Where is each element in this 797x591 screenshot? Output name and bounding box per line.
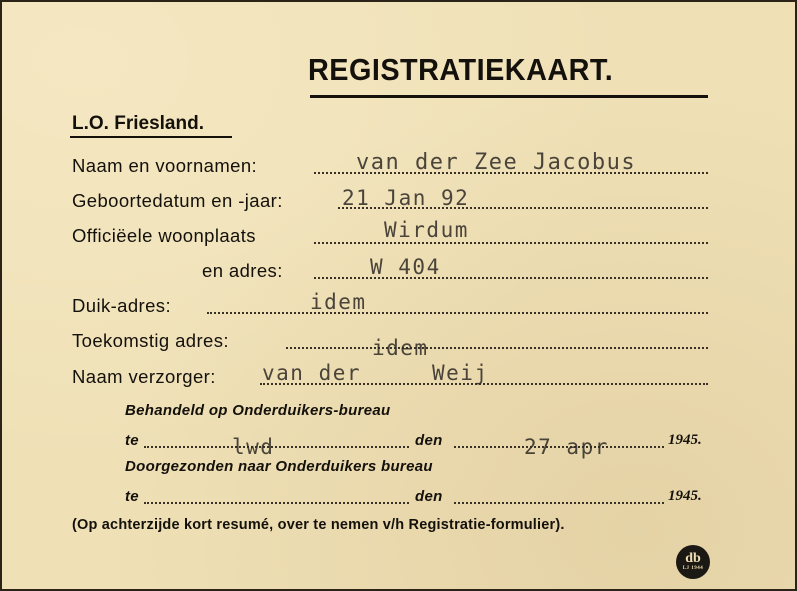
printer-logo-subtext: LJ 1944 (682, 566, 704, 571)
address-label: en adres: (202, 260, 283, 281)
name-label: Naam en voornamen: (72, 155, 258, 176)
forwarded-to-bureau-label: Doorgezonden naar Onderduikers bureau (125, 458, 433, 475)
forwarded-date-dotted-line (454, 502, 664, 504)
future-address-value: idem (372, 336, 429, 360)
caretaker-label: Naam verzorger: (72, 366, 216, 387)
forwarded-year: 1945. (668, 488, 702, 504)
treated-place-value: lwd (232, 435, 275, 459)
name-value: van der Zee Jacobus (356, 150, 637, 175)
title-underline (310, 95, 708, 98)
residence-dotted-line (314, 242, 708, 244)
organization-label: L.O. Friesland. (72, 113, 204, 134)
future-address-dotted-line (286, 347, 708, 349)
birthdate-value: 21 Jan 92 (342, 186, 470, 210)
printer-logo-text: db (685, 551, 701, 566)
hiding-address-value: idem (310, 290, 367, 314)
hiding-address-dotted-line (207, 312, 708, 314)
address-value: W 404 (370, 255, 441, 279)
caretaker-value-part2: Weij (432, 361, 489, 385)
future-address-label: Toekomstig adres: (72, 330, 229, 351)
treated-year: 1945. (668, 432, 702, 448)
caretaker-value-part1: van der (262, 361, 362, 385)
forwarded-den-label: den (415, 488, 443, 505)
treated-place-dotted-line (144, 446, 409, 448)
treated-at-bureau-label: Behandeld op Onderduikers-bureau (125, 402, 391, 419)
treated-den-label: den (415, 432, 443, 449)
treated-te-label: te (125, 432, 139, 449)
hiding-address-label: Duik-adres: (72, 295, 171, 316)
residence-label: Officiëele woonplaats (72, 225, 256, 246)
printer-logo (676, 545, 710, 579)
card-title: REGISTRATIEKAART. (308, 52, 614, 87)
birthdate-label: Geboortedatum en -jaar: (72, 190, 283, 211)
forwarded-te-label: te (125, 488, 139, 505)
footer-note: (Op achterzijde kort resumé, over te nemen v/h Registratie-formulier). (72, 517, 565, 533)
organization-underline (70, 136, 232, 138)
forwarded-place-dotted-line (144, 502, 409, 504)
residence-value: Wirdum (384, 218, 469, 242)
treated-date-value: 27 apr (524, 435, 609, 459)
